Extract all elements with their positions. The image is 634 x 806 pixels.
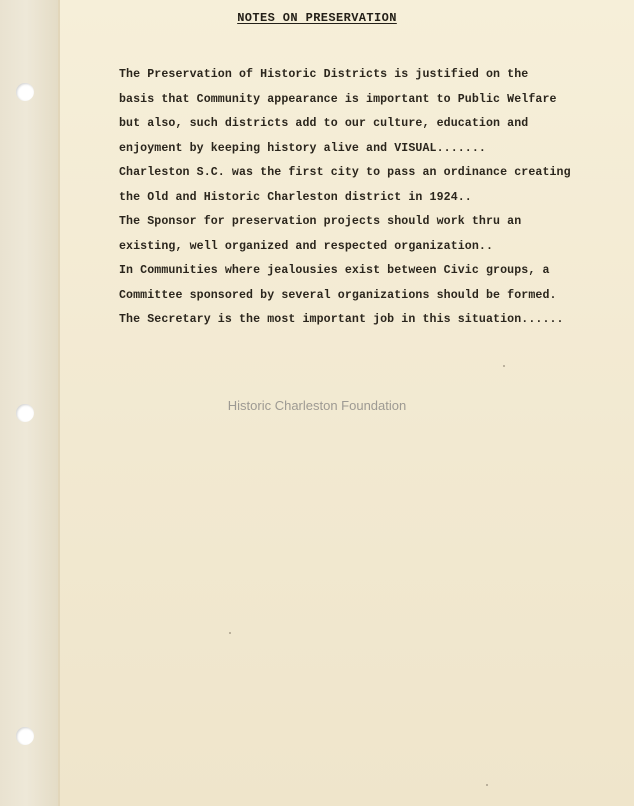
typed-notes bbox=[119, 63, 619, 333]
paper-speck bbox=[229, 632, 231, 634]
text-line: existing, well organized and respected organization.. bbox=[119, 239, 494, 253]
text-line: the Old and Historic Charleston district in 1924.. bbox=[119, 190, 472, 204]
watermark-text: Historic Charleston Foundation bbox=[227, 398, 407, 413]
watermark bbox=[0, 398, 634, 413]
text-line: The Secretary is the most important job in this situation...... bbox=[119, 313, 564, 326]
text-line: Charleston S.C. was the first city to pass an ordinance creating bbox=[119, 166, 571, 179]
text-line: basis that Community appearance is important to Public Welfare bbox=[119, 92, 557, 106]
punch-hole bbox=[16, 83, 34, 101]
text-line: Committee sponsored by several organizations should be formed. bbox=[119, 288, 557, 302]
text-line: In Communities where jealousies exist between Civic groups, a bbox=[119, 264, 550, 277]
text-line: but also, such districts add to our culture, education and bbox=[119, 117, 529, 130]
text-line: The Sponsor for preservation projects should work thru an bbox=[119, 215, 522, 228]
paper-speck bbox=[503, 365, 505, 367]
page-title-text: NOTES ON PRESERVATION bbox=[237, 11, 397, 25]
paper-speck bbox=[486, 784, 488, 786]
text-line: enjoyment by keeping history alive and VISUAL....... bbox=[119, 141, 486, 155]
text-line: The Preservation of Historic Districts is justified on the bbox=[119, 68, 529, 81]
page-title bbox=[0, 11, 634, 25]
punch-hole bbox=[16, 727, 34, 745]
